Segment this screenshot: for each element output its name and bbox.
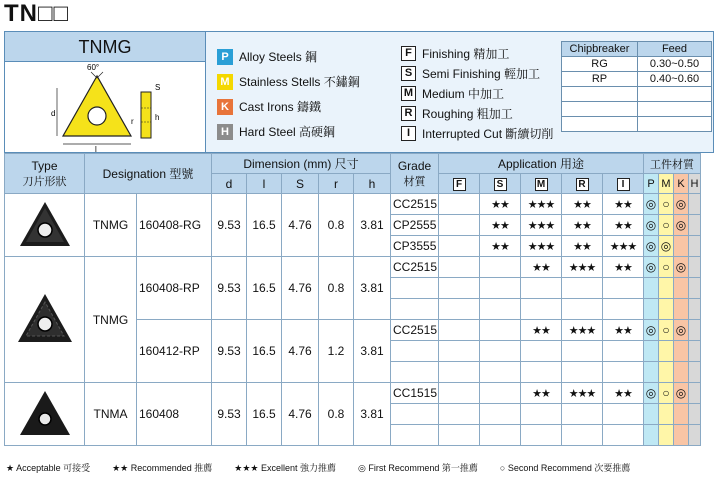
dimension-cell: 4.76: [282, 383, 319, 446]
workpiece-rating: [689, 362, 701, 383]
application-rating: ★★★: [562, 320, 603, 341]
header-panel: [4, 31, 714, 153]
dimension-cell: 0.8: [319, 194, 354, 257]
feed-cell: [638, 102, 712, 117]
workpiece-rating: [674, 362, 689, 383]
material-item: [217, 94, 360, 119]
cut-type-item: [401, 63, 553, 83]
application-rating: [439, 362, 480, 383]
legend-item: ○ Second Recommend 次要推薦: [499, 463, 631, 473]
application-rating: [480, 320, 521, 341]
workpiece-rating: ◎: [644, 320, 659, 341]
application-rating: [603, 299, 644, 320]
table-row: [5, 194, 701, 215]
application-rating: ★★★: [603, 236, 644, 257]
application-rating: [439, 425, 480, 446]
model-title: TNMG: [5, 32, 206, 62]
material-badge-icon: M: [217, 74, 233, 90]
workpiece-rating: [659, 278, 674, 299]
cut-type-icon: R: [576, 178, 589, 191]
application-rating: ★★: [603, 383, 644, 404]
dim-header-S: S: [282, 174, 319, 194]
application-rating: ★★: [480, 194, 521, 215]
workpiece-rating: [674, 278, 689, 299]
application-rating: ★★★: [521, 194, 562, 215]
grade-cell: [391, 341, 439, 362]
dimension-cell: 1.2: [319, 320, 354, 383]
application-rating: [521, 425, 562, 446]
feed-cell: 0.30~0.50: [638, 57, 712, 72]
application-rating: [480, 299, 521, 320]
workpiece-header-H: H: [689, 174, 701, 194]
application-rating: [603, 278, 644, 299]
grade-cell: [391, 362, 439, 383]
workpiece-rating: [689, 404, 701, 425]
designation-cell: 160412-RP: [137, 320, 212, 383]
workpiece-rating: ◎: [644, 236, 659, 257]
cut-type-item: [401, 83, 553, 103]
application-rating: [521, 299, 562, 320]
application-rating: ★★: [562, 236, 603, 257]
application-rating: [439, 257, 480, 278]
application-rating: [562, 341, 603, 362]
dimension-cell: 0.8: [319, 383, 354, 446]
cut-type-icon: M: [535, 178, 548, 191]
application-rating: [480, 341, 521, 362]
application-rating: ★★: [521, 383, 562, 404]
application-rating: [439, 341, 480, 362]
workpiece-rating: [659, 404, 674, 425]
feed-cell: RP: [562, 72, 638, 87]
application-rating: [603, 341, 644, 362]
dimension-cell: 0.8: [319, 257, 354, 320]
workpiece-rating: [689, 341, 701, 362]
series-cell: TNMA: [85, 383, 137, 446]
dim-header-h: h: [354, 174, 391, 194]
spec-table: [4, 153, 701, 446]
material-label: Cast Irons 鑄鐵: [239, 100, 322, 114]
application-rating: [439, 236, 480, 257]
workpiece-rating: [644, 404, 659, 425]
dim-header-r: r: [319, 174, 354, 194]
designation-header: Designation 型號: [85, 154, 212, 194]
insert-image-cell: [5, 194, 85, 257]
workpiece-rating: ◎: [674, 383, 689, 404]
application-rating: [480, 383, 521, 404]
cut-type-label: Roughing 粗加工: [422, 106, 513, 121]
designation-cell: 160408: [137, 383, 212, 446]
workpiece-rating: [644, 341, 659, 362]
cut-type-icon: F: [401, 46, 416, 61]
application-rating: ★★: [521, 320, 562, 341]
workpiece-rating: ○: [659, 257, 674, 278]
application-header: Application 用途: [439, 154, 644, 174]
application-rating: ★★★: [521, 215, 562, 236]
application-rating: ★★: [603, 215, 644, 236]
feed-header: Feed: [638, 42, 712, 57]
material-legend: [217, 44, 360, 144]
application-rating: [603, 425, 644, 446]
application-rating: [603, 362, 644, 383]
dimension-cell: 16.5: [247, 383, 282, 446]
angle-label: 60°: [87, 63, 100, 72]
dim-header-d: d: [212, 174, 247, 194]
workpiece-rating: [689, 299, 701, 320]
grade-cell: [391, 404, 439, 425]
legend-item: ★★★ Excellent 強力推薦: [234, 463, 337, 473]
cut-type-icon: I: [617, 178, 630, 191]
material-badge-icon: P: [217, 49, 233, 65]
application-rating: [439, 404, 480, 425]
cut-type-label: Semi Finishing 輕加工: [422, 66, 541, 81]
grade-cell: [391, 425, 439, 446]
footer-legend: [6, 461, 652, 474]
workpiece-rating: ◎: [644, 215, 659, 236]
legend-item: ◎ First Recommend 第一推薦: [358, 463, 478, 473]
workpiece-rating: ○: [659, 320, 674, 341]
cut-type-icon: R: [401, 106, 416, 121]
application-rating: ★★: [603, 320, 644, 341]
application-rating: ★★: [480, 236, 521, 257]
workpiece-header-K: K: [674, 174, 689, 194]
dimension-cell: 3.81: [354, 194, 391, 257]
grade-cell: CC2515: [391, 257, 439, 278]
workpiece-header-P: P: [644, 174, 659, 194]
application-rating: ★★: [603, 194, 644, 215]
chipbreaker-header: Chipbreaker: [562, 42, 638, 57]
application-rating: ★★★: [562, 383, 603, 404]
workpiece-rating: ○: [659, 215, 674, 236]
workpiece-rating: ◎: [674, 215, 689, 236]
dimension-cell: 16.5: [247, 320, 282, 383]
workpiece-rating: ◎: [674, 320, 689, 341]
application-rating: [562, 299, 603, 320]
cut-type-label: Interrupted Cut 斷續切削: [422, 126, 554, 141]
dimension-cell: 9.53: [212, 194, 247, 257]
workpiece-rating: [689, 215, 701, 236]
grade-cell: CC2515: [391, 320, 439, 341]
workpiece-rating: [644, 425, 659, 446]
material-label: Stainless Stells 不鏽鋼: [239, 75, 360, 89]
designation-cell: 160408-RG: [137, 194, 212, 257]
application-rating: [521, 362, 562, 383]
application-rating: [562, 425, 603, 446]
dimension-cell: 3.81: [354, 383, 391, 446]
application-rating: [439, 278, 480, 299]
application-rating: [480, 362, 521, 383]
dimension-cell: 9.53: [212, 383, 247, 446]
workpiece-rating: [674, 425, 689, 446]
workpiece-rating: [689, 236, 701, 257]
application-rating: ★★: [562, 194, 603, 215]
dim-header-l: l: [247, 174, 282, 194]
app-header-F: [439, 174, 480, 194]
material-badge-icon: H: [217, 124, 233, 140]
dimension-cell: 16.5: [247, 257, 282, 320]
feed-cell: RG: [562, 57, 638, 72]
workpiece-rating: [689, 383, 701, 404]
workpiece-rating: [674, 299, 689, 320]
grade-cell: CC1515: [391, 383, 439, 404]
cut-type-icon: M: [401, 86, 416, 101]
grade-cell: [391, 278, 439, 299]
application-rating: ★★: [521, 257, 562, 278]
workpiece-rating: [644, 278, 659, 299]
application-rating: [603, 404, 644, 425]
workpiece-rating: [689, 425, 701, 446]
grade-cell: CC2515: [391, 194, 439, 215]
application-rating: ★★: [603, 257, 644, 278]
cut-type-icon: S: [494, 178, 507, 191]
application-rating: [562, 278, 603, 299]
feed-cell: 0.40~0.60: [638, 72, 712, 87]
insert-photo-icon: [14, 335, 76, 349]
dimension-cell: 4.76: [282, 320, 319, 383]
workpiece-rating: ◎: [644, 194, 659, 215]
workpiece-rating: [659, 425, 674, 446]
workpiece-rating: [689, 320, 701, 341]
app-header-S: [480, 174, 521, 194]
series-cell: TNMG: [85, 257, 137, 383]
designation-cell: 160408-RP: [137, 257, 212, 320]
feed-cell: [562, 87, 638, 102]
legend-item: ★ Acceptable 可接受: [6, 463, 91, 473]
application-rating: [480, 425, 521, 446]
feed-cell: [638, 117, 712, 132]
workpiece-rating: [674, 341, 689, 362]
application-rating: [480, 278, 521, 299]
application-rating: ★★★: [521, 236, 562, 257]
application-rating: [439, 383, 480, 404]
grade-cell: CP3555: [391, 236, 439, 257]
cut-type-icon: I: [401, 126, 416, 141]
workpiece-rating: [689, 257, 701, 278]
insert-photo-icon: [14, 430, 76, 444]
chipbreaker-feed-table: [561, 41, 712, 132]
feed-cell: [562, 102, 638, 117]
workpiece-rating: [689, 278, 701, 299]
application-rating: ★★: [562, 215, 603, 236]
workpiece-rating: ◎: [674, 194, 689, 215]
insert-image-cell: [5, 383, 85, 446]
workpiece-rating: [644, 362, 659, 383]
cut-type-label: Medium 中加工: [422, 86, 505, 101]
dim-h-label: h: [155, 113, 160, 122]
app-header-R: [562, 174, 603, 194]
table-row: [5, 383, 701, 404]
workpiece-rating: [644, 299, 659, 320]
dimension-cell: 9.53: [212, 257, 247, 320]
application-rating: [439, 194, 480, 215]
page-title: TN□□: [4, 0, 69, 27]
cut-type-icon: S: [401, 66, 416, 81]
application-rating: [480, 404, 521, 425]
workpiece-rating: [659, 362, 674, 383]
insert-diagram-icon: [5, 62, 205, 152]
application-rating: ★★: [480, 215, 521, 236]
cut-legend: [401, 43, 553, 143]
dimension-cell: 3.81: [354, 257, 391, 320]
workpiece-rating: ◎: [659, 236, 674, 257]
type-header: Type 刀片形狀: [5, 154, 85, 194]
workpiece-rating: [689, 194, 701, 215]
application-rating: [439, 215, 480, 236]
application-rating: ★★★: [562, 257, 603, 278]
insert-sketch: [5, 62, 206, 152]
cut-type-label: Finishing 精加工: [422, 46, 510, 61]
insert-photo-icon: [14, 241, 76, 255]
dim-s-label: S: [155, 83, 161, 92]
material-label: Hard Steel 高硬鋼: [239, 125, 336, 139]
application-rating: [562, 404, 603, 425]
grade-cell: [391, 299, 439, 320]
workpiece-rating: ○: [659, 383, 674, 404]
dim-r-label: r: [131, 117, 134, 126]
material-item: [217, 119, 360, 144]
dimension-cell: 16.5: [247, 194, 282, 257]
grade-cell: CP2555: [391, 215, 439, 236]
cut-type-icon: F: [453, 178, 466, 191]
grade-header: Grade 材質: [391, 154, 439, 194]
series-cell: TNMG: [85, 194, 137, 257]
cut-type-item: [401, 103, 553, 123]
workpiece-header: 工件材質: [644, 154, 701, 174]
dimension-cell: 4.76: [282, 194, 319, 257]
application-rating: [439, 299, 480, 320]
app-header-I: [603, 174, 644, 194]
dimension-cell: 3.81: [354, 320, 391, 383]
material-label: Alloy Steels 鋼: [239, 50, 318, 64]
workpiece-rating: ◎: [644, 383, 659, 404]
dim-l-label: l: [95, 145, 97, 152]
feed-cell: [562, 117, 638, 132]
material-item: [217, 69, 360, 94]
workpiece-rating: [659, 299, 674, 320]
material-badge-icon: K: [217, 99, 233, 115]
workpiece-header-M: M: [659, 174, 674, 194]
workpiece-rating: [674, 236, 689, 257]
workpiece-rating: [659, 341, 674, 362]
dim-d-label: d: [51, 109, 56, 118]
workpiece-rating: ◎: [674, 257, 689, 278]
app-header-M: [521, 174, 562, 194]
application-rating: [521, 404, 562, 425]
insert-image-cell: [5, 257, 85, 383]
application-rating: [562, 362, 603, 383]
workpiece-rating: ◎: [644, 257, 659, 278]
workpiece-rating: ○: [659, 194, 674, 215]
material-item: [217, 44, 360, 69]
cut-type-item: [401, 43, 553, 63]
dimension-cell: 9.53: [212, 320, 247, 383]
cut-type-item: [401, 123, 553, 143]
application-rating: [521, 278, 562, 299]
workpiece-rating: [674, 404, 689, 425]
application-rating: [521, 341, 562, 362]
application-rating: [439, 320, 480, 341]
legend-item: ★★ Recommended 推薦: [112, 463, 213, 473]
dimension-header: Dimension (mm) 尺寸: [212, 154, 391, 174]
table-row: [5, 257, 701, 278]
application-rating: [480, 257, 521, 278]
dimension-cell: 4.76: [282, 257, 319, 320]
feed-cell: [638, 87, 712, 102]
